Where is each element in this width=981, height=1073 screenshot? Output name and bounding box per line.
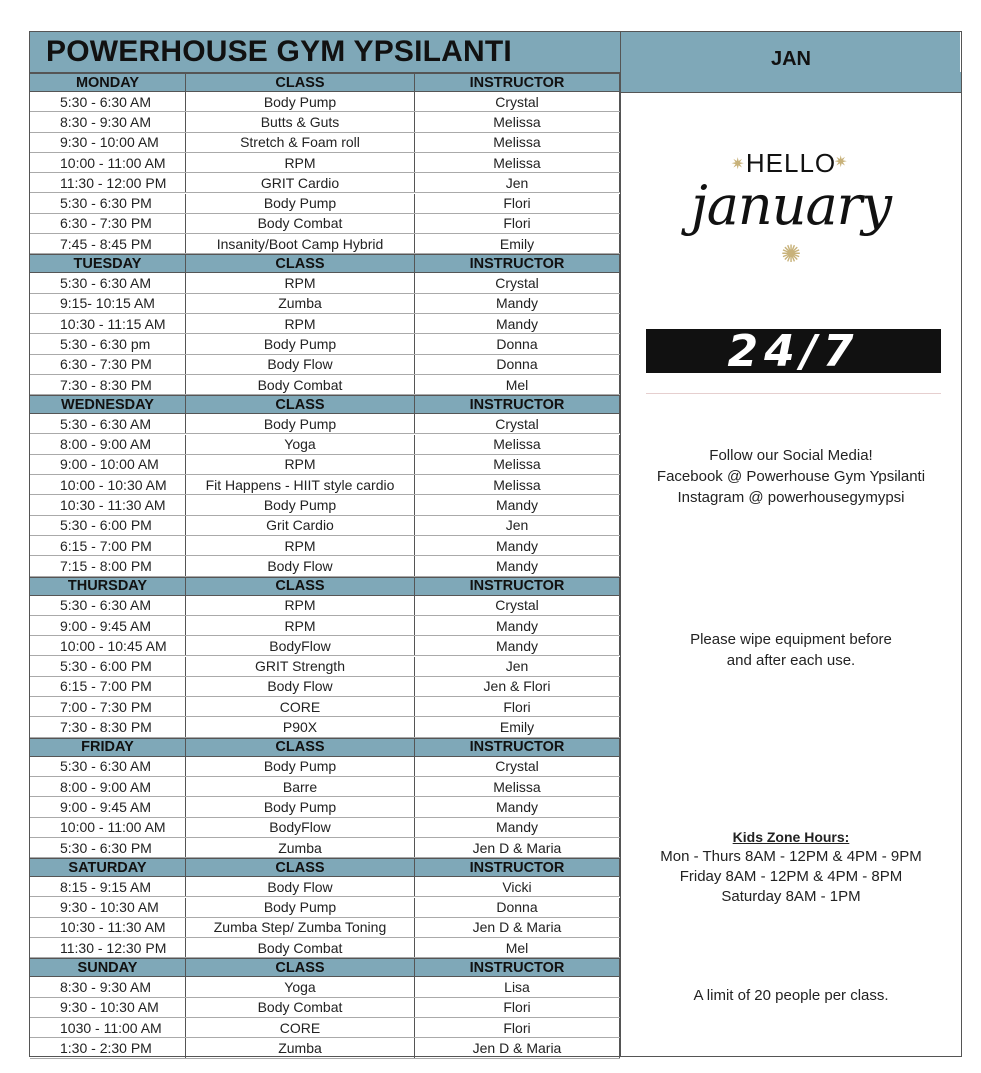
session-class: Yoga [186,977,415,996]
day-header-friday [30,738,620,757]
table-row [30,234,620,254]
table-row [30,133,620,153]
month-text: JAN [770,47,811,70]
session-class: GRIT Cardio [186,173,415,192]
session-class: Barre [186,777,415,796]
session-time: 9:00 - 9:45 AM [30,616,186,635]
session-instructor: Jen D & Maria [415,1038,620,1057]
session-instructor: Crystal [415,273,620,292]
session-class: RPM [186,596,415,615]
instructor-column-header: INSTRUCTOR [415,959,620,976]
session-instructor: Melissa [415,153,620,172]
session-class: Body Pump [186,334,415,353]
session-instructor: Crystal [415,596,620,615]
class-column-header: CLASS [186,739,415,756]
table-row [30,818,620,838]
session-time: 9:30 - 10:30 AM [30,898,186,917]
table-row [30,334,620,354]
month-label [620,32,961,72]
instructor-column-header: INSTRUCTOR [415,578,620,595]
table-row [30,214,620,234]
session-class: Body Combat [186,375,415,394]
session-instructor: Crystal [415,757,620,776]
session-time: 5:30 - 6:30 AM [30,596,186,615]
session-time: 11:30 - 12:30 PM [30,938,186,957]
day-name: THURSDAY [30,578,186,595]
session-instructor: Mel [415,375,620,394]
session-time: 5:30 - 6:30 AM [30,414,186,433]
session-instructor: Mandy [415,818,620,837]
session-time: 8:30 - 9:30 AM [30,977,186,996]
session-class: Yoga [186,435,415,454]
day-header-sunday [30,958,620,977]
session-class: Body Pump [186,797,415,816]
session-time: 9:30 - 10:30 AM [30,998,186,1017]
session-time: 5:30 - 6:30 AM [30,273,186,292]
session-time: 9:00 - 10:00 AM [30,455,186,474]
session-instructor: Melissa [415,455,620,474]
table-row [30,998,620,1018]
day-name: TUESDAY [30,255,186,272]
session-class: Butts & Guts [186,112,415,131]
social-line: Follow our Social Media! [709,447,873,464]
table-row [30,838,620,858]
session-instructor: Donna [415,334,620,353]
session-class: Body Combat [186,998,415,1017]
instructor-column-header: INSTRUCTOR [415,859,620,876]
session-instructor: Jen & Flori [415,677,620,696]
kids-hours-line: Mon - Thurs 8AM - 12PM & 4PM - 9PM [660,848,922,865]
session-instructor: Jen [415,516,620,535]
table-row [30,657,620,677]
instructor-column-header: INSTRUCTOR [415,255,620,272]
table-row [30,455,620,475]
day-name: MONDAY [30,74,186,91]
session-class: P90X [186,717,415,736]
session-time: 8:30 - 9:30 AM [30,112,186,131]
facebook-line: Facebook @ Powerhouse Gym Ypsilanti [656,468,926,485]
session-time: 10:00 - 10:45 AM [30,636,186,655]
day-header-wednesday [30,395,620,414]
table-row [30,616,620,636]
banner-247 [646,325,941,377]
table-row [30,757,620,777]
session-instructor: Jen D & Maria [415,838,620,857]
session-class: CORE [186,697,415,716]
kids-hours-line: Saturday 8AM - 1PM [721,888,861,905]
session-class: Zumba [186,294,415,313]
session-class: BodyFlow [186,818,415,837]
social-media-notice [621,445,961,508]
sparkle-icon: ✷ [834,154,848,171]
session-instructor: Melissa [415,777,620,796]
table-row [30,294,620,314]
session-time: 10:00 - 11:00 AM [30,818,186,837]
table-row [30,92,620,112]
session-time: 6:15 - 7:00 PM [30,536,186,555]
class-column-header: CLASS [186,859,415,876]
session-time: 6:30 - 7:30 PM [30,214,186,233]
day-name: SUNDAY [30,959,186,976]
table-row [30,414,620,434]
kids-zone-title: Kids Zone Hours: [732,829,850,845]
table-row [30,636,620,656]
table-row [30,717,620,737]
table-row [30,797,620,817]
session-class: Body Pump [186,757,415,776]
session-instructor: Mel [415,938,620,957]
table-row [30,777,620,797]
session-instructor: Mandy [415,797,620,816]
table-row [30,435,620,455]
session-instructor: Jen [415,173,620,192]
schedule-sheet [29,31,962,1057]
session-time: 8:00 - 9:00 AM [30,435,186,454]
kids-hours-line: Friday 8AM - 12PM & 4PM - 8PM [679,868,903,885]
table-row [30,516,620,536]
session-class: Body Pump [186,92,415,111]
day-header-tuesday [30,254,620,273]
banner-247-text: 24/7 [727,325,860,377]
session-class: Body Flow [186,355,415,374]
session-time: 5:30 - 6:30 PM [30,838,186,857]
table-row [30,677,620,697]
session-time: 5:30 - 6:30 PM [30,194,186,213]
kids-zone-hours [621,827,961,907]
session-instructor: Donna [415,898,620,917]
table-row [30,475,620,495]
session-instructor: Crystal [415,414,620,433]
session-class: Body Pump [186,898,415,917]
session-class: RPM [186,455,415,474]
wipe-equipment-notice [621,629,961,671]
class-column-header: CLASS [186,578,415,595]
session-time: 5:30 - 6:00 PM [30,516,186,535]
session-instructor: Flori [415,998,620,1017]
session-time: 5:30 - 6:30 AM [30,92,186,111]
title-bar [30,32,960,73]
wipe-line: and after each use. [726,652,856,669]
session-class: Body Pump [186,414,415,433]
session-class: Body Combat [186,938,415,957]
session-time: 8:00 - 9:00 AM [30,777,186,796]
session-instructor: Flori [415,214,620,233]
session-time: 7:30 - 8:30 PM [30,717,186,736]
session-instructor: Lisa [415,977,620,996]
table-row [30,536,620,556]
session-time: 10:00 - 11:00 AM [30,153,186,172]
day-header-thursday [30,577,620,596]
class-limit-notice: A limit of 20 people per class. [693,987,889,1004]
session-class: Zumba [186,1038,415,1057]
table-row [30,194,620,214]
session-time: 10:00 - 10:30 AM [30,475,186,494]
table-row [30,596,620,616]
instructor-column-header: INSTRUCTOR [415,74,620,91]
session-time: 11:30 - 12:00 PM [30,173,186,192]
month-strip [620,72,961,93]
session-instructor: Mandy [415,556,620,575]
hello-text: HELLO [745,148,837,178]
session-time: 6:15 - 7:00 PM [30,677,186,696]
session-time: 8:15 - 9:15 AM [30,877,186,896]
session-time: 9:00 - 9:45 AM [30,797,186,816]
session-instructor: Mandy [415,636,620,655]
table-row [30,1018,620,1038]
hello-january-graphic [621,148,961,268]
session-instructor: Melissa [415,112,620,131]
session-instructor: Jen D & Maria [415,918,620,937]
session-class: RPM [186,273,415,292]
session-class: GRIT Strength [186,657,415,676]
class-column-header: CLASS [186,396,415,413]
table-row [30,697,620,717]
table-row [30,898,620,918]
table-row [30,375,620,395]
session-class: RPM [186,616,415,635]
session-instructor: Mandy [415,314,620,333]
table-row [30,877,620,897]
sparkle-icon: ✷ [731,156,745,173]
session-instructor: Mandy [415,536,620,555]
session-instructor: Jen [415,657,620,676]
session-class: CORE [186,1018,415,1037]
session-class: RPM [186,536,415,555]
table-row [30,495,620,515]
class-column-header: CLASS [186,959,415,976]
class-column-header: CLASS [186,74,415,91]
gym-title: POWERHOUSE GYM YPSILANTI [46,35,512,68]
session-instructor: Mandy [415,294,620,313]
session-time: 7:45 - 8:45 PM [30,234,186,253]
session-instructor: Melissa [415,475,620,494]
info-panel [620,93,961,1056]
table-row [30,355,620,375]
session-time: 5:30 - 6:30 AM [30,757,186,776]
session-class: Zumba Step/ Zumba Toning [186,918,415,937]
session-time: 9:30 - 10:00 AM [30,133,186,152]
session-instructor: Flori [415,1018,620,1037]
january-text: january [690,174,891,237]
session-instructor: Mandy [415,495,620,514]
class-column-header: CLASS [186,255,415,272]
session-class: Body Flow [186,677,415,696]
instructor-column-header: INSTRUCTOR [415,739,620,756]
session-instructor: Emily [415,234,620,253]
session-class: Stretch & Foam roll [186,133,415,152]
instagram-line: Instagram @ powerhousegymypsi [677,489,905,506]
day-name: FRIDAY [30,739,186,756]
session-instructor: Mandy [415,616,620,635]
session-class: RPM [186,314,415,333]
session-instructor: Crystal [415,92,620,111]
session-class: Fit Happens - HIIT style cardio [186,475,415,494]
session-time: 7:30 - 8:30 PM [30,375,186,394]
session-class: Body Combat [186,214,415,233]
table-row [30,918,620,938]
table-row [30,556,620,576]
session-instructor: Emily [415,717,620,736]
day-name: SATURDAY [30,859,186,876]
session-time: 1:30 - 2:30 PM [30,1038,186,1057]
day-header-monday [30,73,620,92]
session-class: RPM [186,153,415,172]
session-class: Body Pump [186,495,415,514]
session-time: 7:00 - 7:30 PM [30,697,186,716]
session-class: BodyFlow [186,636,415,655]
session-time: 6:30 - 7:30 PM [30,355,186,374]
session-instructor: Flori [415,697,620,716]
table-row [30,1038,620,1058]
session-class: Body Flow [186,877,415,896]
session-time: 10:30 - 11:15 AM [30,314,186,333]
session-instructor: Vicki [415,877,620,896]
session-time: 10:30 - 11:30 AM [30,918,186,937]
table-row [30,112,620,132]
day-name: WEDNESDAY [30,396,186,413]
table-row [30,273,620,293]
session-class: Zumba [186,838,415,857]
session-time: 5:30 - 6:30 pm [30,334,186,353]
session-class: Insanity/Boot Camp Hybrid [186,234,415,253]
session-instructor: Melissa [415,133,620,152]
table-row [30,938,620,958]
wipe-line: Please wipe equipment before [690,631,892,648]
table-row [30,314,620,334]
session-time: 9:15- 10:15 AM [30,294,186,313]
session-class: Grit Cardio [186,516,415,535]
sparkle-icon: ✺ [781,241,802,268]
session-time: 5:30 - 6:00 PM [30,657,186,676]
session-time: 10:30 - 11:30 AM [30,495,186,514]
table-row [30,153,620,173]
session-instructor: Melissa [415,435,620,454]
table-row [30,173,620,193]
table-row [30,977,620,997]
session-time: 7:15 - 8:00 PM [30,556,186,575]
day-header-saturday [30,858,620,877]
session-instructor: Donna [415,355,620,374]
divider [646,393,941,394]
session-class: Body Pump [186,194,415,213]
instructor-column-header: INSTRUCTOR [415,396,620,413]
session-instructor: Flori [415,194,620,213]
session-class: Body Flow [186,556,415,575]
session-time: 1030 - 11:00 AM [30,1018,186,1037]
